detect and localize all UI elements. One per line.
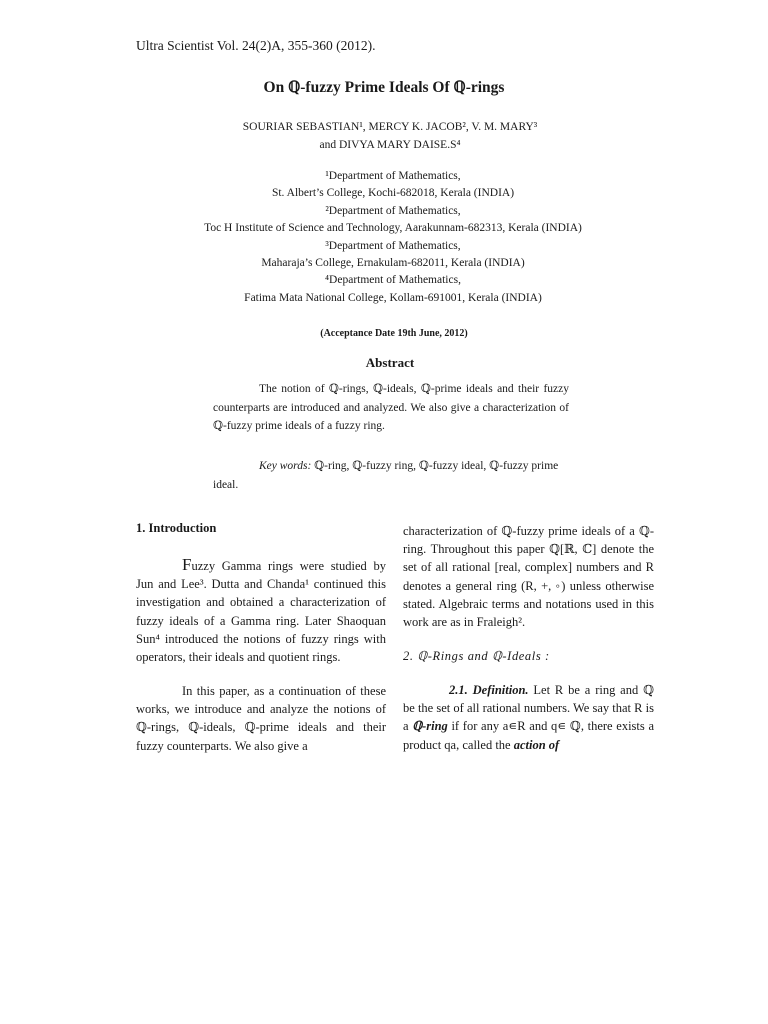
intro-paragraph-1 (136, 556, 386, 666)
affiliation-line: ³Department of Mathematics, (325, 239, 461, 252)
affiliation-line: ⁴Department of Mathematics, (325, 274, 461, 287)
authors-line-1: SOURIAR SEBASTIAN¹, MERCY K. JACOB², V. M. MARY³ (242, 121, 538, 133)
author-list (0, 118, 768, 154)
keywords-text: ℚ-ring, ℚ-fuzzy ring, ℚ-fuzzy ideal, ℚ-fuzzy prime ideal. (213, 460, 559, 491)
affiliation-line: ²Department of Mathematics, (325, 204, 461, 217)
affiliation-line: Maharaja’s College, Ernakulam-682011, Kerala (INDIA) (261, 257, 525, 270)
keywords (213, 457, 569, 494)
definition-end: action of (513, 737, 560, 752)
journal-reference: Ultra Scientist Vol. 24(2)A, 355-360 (2012). (136, 38, 376, 53)
definition-paragraph: 2.1. Definition. Let R be a ring and ℚ be the set of all rational numbers. We say that R is a ℚ-ring if for any a∊R and q∊ ℚ, there exists a product qa, called the action of (403, 683, 654, 752)
definition-term: ℚ-ring (412, 719, 448, 734)
affiliations (0, 168, 768, 307)
affiliation-line: St. Albert’s College, Kochi-682018, Kerala (INDIA) (271, 187, 515, 200)
abstract-text: The notion of ℚ-rings, ℚ-ideals, ℚ-prime ideals and their fuzzy counterparts are introduced and analyzed. We also give a characterization of ℚ-fuzzy prime ideals of a fuzzy ring. (213, 383, 569, 432)
affiliation-line: Toc H Institute of Science and Technology, Aarakunnam-682313, Kerala (INDIA) (204, 222, 582, 235)
right-paragraph-1: characterization of ℚ-fuzzy prime ideals of a ℚ-ring. Throughout this paper ℚ[ℝ, ℂ] denote the set of all rational [real, complex] numbers and R denotes a general ring (R, +, ◦) unless otherwise stated. Algebraic terms and notations used in this work are as in Fraleigh². (403, 524, 654, 630)
authors-line-2: and DIVYA MARY DAISE.S⁴ (319, 139, 461, 151)
section-2-heading: 2. ℚ-Rings and ℚ-Ideals : (403, 649, 550, 663)
drop-cap: F (182, 555, 192, 574)
intro-paragraph-1-text: uzzy Gamma rings were studied by Jun and Lee³. Dutta and Chanda¹ continued this investigation and obtained a characterization of fuzzy ideals of a Gamma ring. Later Shaoquan Sun⁴ introduced the notions of fuzzy rings with operators, their ideals and quotient rings. (136, 559, 386, 665)
abstract-heading: Abstract (365, 355, 415, 370)
intro-paragraph-2: In this paper, as a continuation of these works, we introduce and analyze the notions of ℚ-rings, ℚ-ideals, ℚ-prime ideals and their fuzzy counterparts. We also give a (136, 684, 386, 753)
paper-title: On ℚ-fuzzy Prime Ideals Of ℚ-rings (263, 79, 505, 96)
definition-label: 2.1. Definition. (449, 683, 529, 697)
affiliation-line: ¹Department of Mathematics, (325, 170, 461, 182)
intro-heading: 1. Introduction (136, 521, 217, 535)
keywords-label: Key words: (259, 460, 312, 472)
affiliation-line: Fatima Mata National College, Kollam-691001, Kerala (INDIA) (244, 291, 542, 304)
acceptance-date: (Acceptance Date 19th June, 2012) (320, 328, 468, 339)
